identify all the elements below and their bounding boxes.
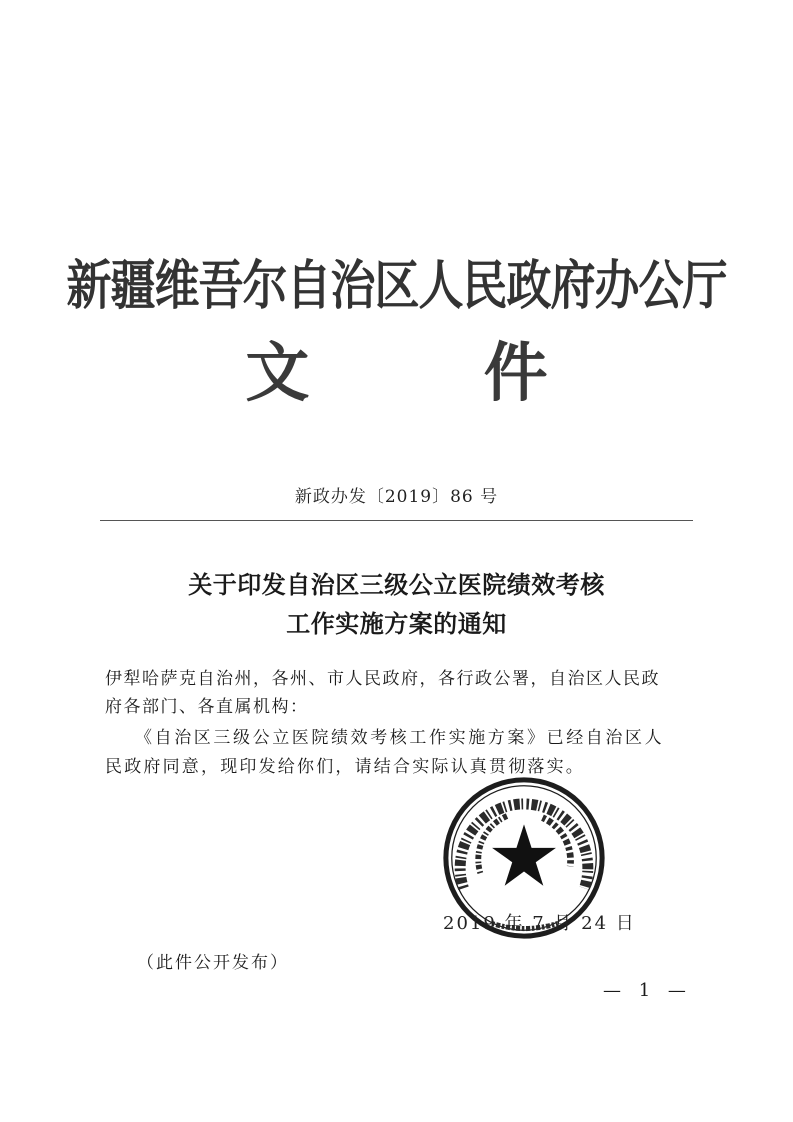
document-number: 新政办发〔2019〕86 号 — [294, 487, 499, 507]
notice-title-line-1: 关于印发自治区三级公立医院绩效考核 — [188, 571, 605, 599]
page-number: — 1 — — [603, 980, 692, 1001]
issue-date: 2019 年 7 月 24 日 — [443, 913, 636, 934]
body-line-2: 民政府同意，现印发给你们，请结合实际认真贯彻落实。 — [105, 757, 585, 777]
notice-title-line-2: 工作实施方案的通知 — [286, 610, 507, 638]
header-divider — [100, 520, 693, 521]
recipients-line-2: 府各部门、各直属机构： — [105, 697, 309, 717]
body-line-1: 《自治区三级公立医院绩效考核工作实施方案》已经自治区人 — [135, 728, 665, 748]
disclosure-note: （此件公开发布） — [137, 953, 289, 973]
issuer-name: 新疆维吾尔自治区人民政府办公厅 — [66, 253, 727, 317]
document-type: 文 件 — [245, 336, 624, 411]
recipients-line-1: 伊犁哈萨克自治州，各州、市人民政府，各行政公署，自治区人民政 — [105, 669, 660, 689]
